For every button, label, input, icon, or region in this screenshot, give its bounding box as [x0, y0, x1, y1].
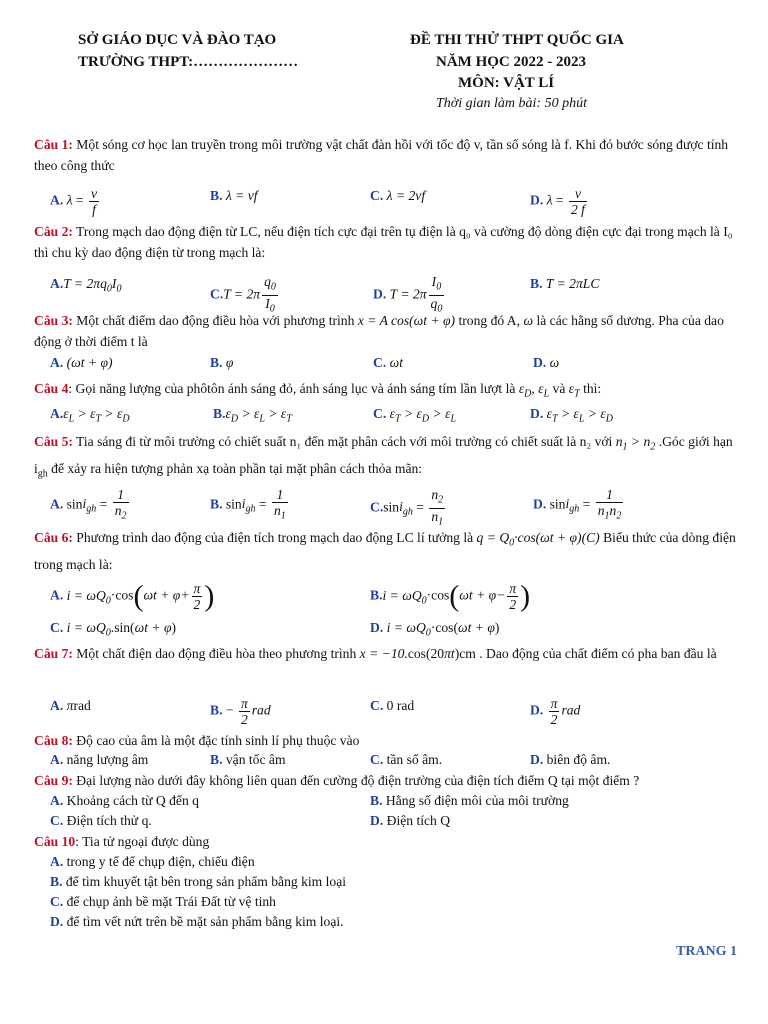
- q3-option-a[interactable]: A. (ωt + φ): [50, 355, 113, 370]
- question-text: Một chất điểm dao động điều hòa với phương trình: [72, 313, 358, 328]
- question-text: : Gọi năng lượng của phôtôn ánh sáng đỏ, ánh sáng lục và ánh sáng tím lần lượt là: [68, 381, 519, 396]
- question-9: [34, 770, 736, 791]
- question-label: Câu 8:: [34, 733, 73, 748]
- q5-option-b[interactable]: B. sini$_{gh}$ = $\frac{1}{n_1}$: [210, 487, 286, 522]
- q4-option-a[interactable]: $A.\varepsilon_L > \varepsilon_T > \varepsilon_D$: [50, 406, 130, 425]
- question-label: Câu 5:: [34, 434, 73, 449]
- question-text: Trong mạch dao động điện từ LC, nếu điện tích cực đại trên tụ điện là q₀ và cường độ dòng điện cực đại trong mạch là I₀ thì chu kỳ dao động điện từ trong mạch là:: [34, 224, 733, 260]
- question-text: Đại lượng nào dưới đây không liên quan đến cường độ điện trường của điện tích điểm Q tại một điểm ?: [72, 773, 640, 788]
- q4-option-d[interactable]: D. $\varepsilon_T > \varepsilon_L > \varepsilon_D$: [530, 406, 613, 425]
- question-7: Câu 7: Một chất điện dao động điều hòa theo phương trình x = −10.cos(20πt)cm . Dao động của chất điểm có pha ban đầu là: [34, 646, 717, 661]
- q7-option-b[interactable]: B. − $\frac{\pi}{2}$ rad: [210, 696, 271, 727]
- question-label: Câu 1:: [34, 137, 73, 152]
- q2-option-a[interactable]: $A.T = 2\pi q_0I_0$: [50, 276, 122, 295]
- q3-option-d[interactable]: D. ω: [533, 355, 560, 370]
- page-number: TRANG 1: [676, 944, 738, 959]
- question-text: để xảy ra hiện tượng phản xạ toàn phần tại mặt phân cách thỏa mãn:: [47, 460, 423, 476]
- q7-option-c[interactable]: C. 0 rad: [370, 698, 415, 713]
- q10-option-b[interactable]: B. để tìm khuyết tật bên trong sản phẩm bằng kim loại: [50, 874, 347, 889]
- q5-option-c[interactable]: C.sini$_{gh}$ = $\frac{n_2}{n_1}$: [370, 487, 444, 528]
- question-2: [34, 221, 736, 263]
- q8-option-b[interactable]: B. vận tốc âm: [210, 752, 286, 767]
- question-text: Biểu thức của dòng điện trong mạch là:: [34, 530, 736, 572]
- q9-option-b[interactable]: B. Hằng số điện môi của môi trường: [370, 793, 569, 808]
- q4-option-b[interactable]: $B.\varepsilon_D > \varepsilon_L > \varepsilon_T$: [213, 406, 292, 425]
- q6-option-b[interactable]: $B.i = \omega Q_0\cdot\cos(\omega t + \varphi-$ $\frac{\pi}{2}$ ): [370, 579, 531, 613]
- question-text: . Dao động của chất điểm có pha ban đầu là: [475, 646, 717, 661]
- question-label: Câu 2:: [34, 224, 73, 239]
- department-name: SỞ GIÁO DỤC VÀ ĐÀO TẠO: [78, 32, 277, 48]
- q2-option-b[interactable]: B. T = 2πLC: [530, 276, 600, 291]
- q9-option-a[interactable]: A. Khoảng cách từ Q đến q: [50, 793, 199, 808]
- question-label: Câu 3:: [34, 313, 73, 328]
- question-text: Độ cao của âm là một đặc tính sinh lí phụ thuộc vào: [72, 733, 360, 748]
- question-text: Phương trình dao động của điện tích trong mạch dao động LC lí tưởng là: [72, 530, 477, 545]
- question-text: Tia sáng đi từ môi trường có chiết suất n₁ đến mặt phân cách với môi trường có chiết suất là n₂ với: [72, 434, 616, 449]
- exam-title: ĐỀ THI THỬ THPT QUỐC GIA: [410, 32, 624, 48]
- q9-option-d[interactable]: D. Điện tích Q: [370, 813, 451, 828]
- question-text: Một sóng cơ học lan truyền trong môi trường vật chất đàn hồi với tốc độ v, tần số sóng là f. Khi đó bước sóng được tính theo công thức: [34, 137, 729, 173]
- q4-option-c[interactable]: C. $\varepsilon_T > \varepsilon_D > \varepsilon_L$: [373, 406, 456, 425]
- q8-option-a[interactable]: A. năng lượng âm: [50, 752, 149, 767]
- question-8: [34, 730, 736, 751]
- question-3: Câu 3: Một chất điểm dao động điều hòa với phương trình x = A cos(ωt + φ) trong đó A, ω là các hằng số dương. Pha của dao động ở thời điểm t là: [34, 313, 724, 349]
- q6-option-a[interactable]: A. $i = \omega Q_0\cdot\cos(\omega t + \varphi+$ $\frac{\pi}{2}$ ): [50, 579, 215, 613]
- question-text: là các hằng số dương. Pha của dao động ở thời điểm t là: [34, 313, 724, 349]
- equation: x = A cos(ωt + φ): [357, 313, 456, 328]
- q8-option-d[interactable]: D. biên độ âm.: [530, 752, 611, 767]
- q6-option-d[interactable]: D. $i = \omega Q_0\cdot\cos(\omega t + \varphi)$: [370, 620, 500, 639]
- q10-option-a[interactable]: A. trong y tế để chụp điện, chiếu điện: [50, 854, 255, 869]
- q3-option-c[interactable]: C. ωt: [373, 355, 403, 370]
- q2-option-c[interactable]: C.T = 2π $\frac{q_0}{I_0}$: [210, 274, 276, 315]
- question-text: : Tia tử ngoại được dùng: [75, 834, 210, 849]
- q2-option-d[interactable]: D. T = 2π $\frac{I_0}{q_0}$: [373, 274, 443, 315]
- question-5: Câu 5: Tia sáng đi từ môi trường có chiết suất n₁ đến mặt phân cách với môi trường có chiết suất là n₂ với $n_1 > n_2$ .Góc giới hạn $i_{gh}$ để xảy ra hiện tượng phản xạ toàn phần tại mặt phân cách thỏa mãn:: [34, 434, 733, 480]
- q7-option-a[interactable]: A. πrad: [50, 698, 91, 713]
- question-1: [34, 134, 736, 176]
- question-text: trong đó A,: [455, 313, 524, 328]
- q1-option-d[interactable]: D. λ = $\frac{v}{2 f}$: [530, 186, 585, 217]
- q9-option-c[interactable]: C. Điện tích thử q.: [50, 813, 152, 828]
- q1-option-c[interactable]: C. λ = 2vf: [370, 188, 426, 203]
- question-text: .Góc giới hạn i: [34, 434, 733, 476]
- q5-option-d[interactable]: D. sini$_{gh}$ = $\frac{1}{n_1n_2}$: [533, 487, 622, 522]
- question-label: Câu 6:: [34, 530, 73, 545]
- subject: MÔN: VẬT LÍ: [458, 75, 555, 91]
- exam-duration: Thời gian làm bài: 50 phút: [436, 96, 587, 111]
- q1-option-a[interactable]: A. λ = $\frac{v}{f}$: [50, 186, 98, 217]
- question-6: Câu 6: Phương trình dao động của điện tích trong mạch dao động LC lí tưởng là $q = Q_0\cdot\cos(\omega t + \varphi)(C)$ Biểu thức của dòng điện trong mạch là:: [34, 530, 736, 572]
- q10-option-c[interactable]: C. để chụp ảnh bề mặt Trái Đất từ vệ tinh: [50, 894, 276, 909]
- q7-option-d[interactable]: D. $\frac{\pi}{2}$ rad: [530, 696, 581, 727]
- q5-option-a[interactable]: A. sini$_{gh}$ = $\frac{1}{n_2}$: [50, 487, 127, 522]
- question-label: Câu 9:: [34, 773, 73, 788]
- question-4: Câu 4: Gọi năng lượng của phôtôn ánh sáng đỏ, ánh sáng lục và ánh sáng tím lần lượt là $\varepsilon_D$, $\varepsilon_L$ và $\varepsilon_T$ thì:: [34, 381, 602, 400]
- q6-option-c[interactable]: C. $i = \omega Q_0.\sin(\omega t + \varphi)$: [50, 620, 176, 639]
- question-label: Câu 7:: [34, 646, 73, 661]
- school-name: TRƯỜNG THPT:…………………: [78, 54, 299, 70]
- q8-option-c[interactable]: C. tần số âm.: [370, 752, 443, 767]
- q3-option-b[interactable]: B. φ: [210, 355, 234, 370]
- question-label: Câu 10: [34, 834, 76, 849]
- q10-option-d[interactable]: D. để tìm vết nứt trên bề mặt sản phẩm bằng kim loại.: [50, 914, 344, 929]
- question-10: [34, 831, 736, 852]
- question-text: Một chất điện dao động điều hòa theo phương trình: [72, 646, 360, 661]
- question-label: Câu 4: [34, 381, 69, 396]
- q1-option-b[interactable]: B. λ = vf: [210, 188, 258, 203]
- school-year: NĂM HỌC 2022 - 2023: [436, 54, 586, 70]
